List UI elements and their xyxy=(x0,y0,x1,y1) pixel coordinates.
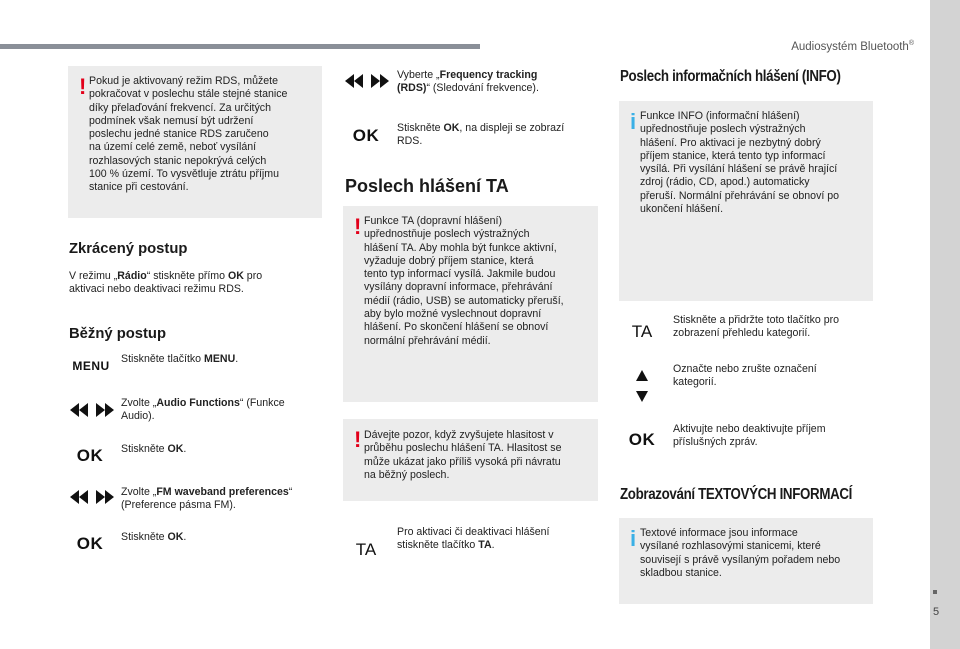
exclamation-warning-icon: ! xyxy=(79,74,87,99)
step-category-list-text: Stiskněte a přidržte toto tlačítko pro zobrazení přehledu kategorií. xyxy=(673,314,840,340)
step-frequency-tracking-text: Vyberte „Frequency tracking (RDS)“ (Sledování frekvence). xyxy=(397,69,539,95)
ok-button-icon: OK xyxy=(352,126,380,145)
step-activate-messages-text: Aktivujte nebo deaktivujte příjem příslušných zpráv. xyxy=(673,423,826,449)
up-down-arrows-icon xyxy=(636,370,648,402)
ok-button-icon: OK xyxy=(76,534,104,553)
step-ok-rds-text: Stiskněte OK, na displeji se zobrazí RDS. xyxy=(397,122,565,148)
info-i-icon: i xyxy=(630,109,637,134)
volume-warning-text: Dávejte pozor, když zvyšujete hlasitost v průběhu poslechu hlášení TA. Hlasitost se může ukázat jako příliš vysoká při návratu na běžný poslech. xyxy=(364,429,562,481)
seek-arrows-icon xyxy=(70,402,114,418)
exclamation-warning-icon: ! xyxy=(354,214,362,239)
info-i-icon: i xyxy=(630,526,637,551)
ta-button-icon: TA xyxy=(355,540,377,559)
right-sidebar xyxy=(930,0,960,649)
ta-warning-box xyxy=(343,206,598,402)
seek-arrows-icon xyxy=(70,489,114,505)
text-info-heading: Zobrazování TEXTOVÝCH INFORMACÍ xyxy=(620,486,853,503)
step-audio-functions-text: Zvolte „Audio Functions“ (Funkce Audio). xyxy=(121,397,285,423)
short-procedure-heading: Zkrácený postup xyxy=(69,241,188,257)
step-mark-category-text: Označte nebo zrušte označení kategorií. xyxy=(673,363,817,389)
header-rule xyxy=(0,44,480,49)
rds-warning-text: Pokud je aktivovaný režim RDS, můžete pokračovat v poslechu stále stejné stanice díky přelaďování frekvencí. Za určitých podmínek však nemusí být udržení poslechu jedné stanice RDS zaručeno na území celé země, neboť vysílání rozhlasových stanic nepokrývá celých 100 % území. To vysvětluje ztrátu příjmu stanice při cestování. xyxy=(89,75,288,194)
seek-arrows-icon xyxy=(345,73,389,89)
ta-button-icon: TA xyxy=(631,322,653,341)
ta-heading: Poslech hlášení TA xyxy=(345,176,509,196)
volume-warning-box xyxy=(343,419,598,501)
menu-button-icon: MENU xyxy=(72,359,110,373)
ta-warning-text: Funkce TA (dopravní hlášení) upřednostňuje poslech výstražných hlášení TA. Aby mohla být funkce aktivní, vyžaduje dobrý příjem stanice, která tento typ informací vysílá. Jakmile budou vysílány dopravní informace, přehrávání médií (rádio, USB) se automaticky přeruší, aby bylo možné vyslechnout dopravní hlášení. Po skončení hlášení se obnoví normální přehrávání médií. xyxy=(364,215,564,347)
step-fm-preferences-text: Zvolte „FM waveband preferences“ (Preference pásma FM). xyxy=(121,486,293,512)
ok-button-icon: OK xyxy=(76,446,104,465)
step-menu-text: Stiskněte tlačítko MENU. xyxy=(121,353,239,365)
step-ok-text: Stiskněte OK. xyxy=(121,531,187,543)
page-marker xyxy=(933,590,937,594)
rds-warning-box xyxy=(68,66,322,218)
page-title: Audiosystém Bluetooth® xyxy=(791,40,914,53)
ok-button-icon: OK xyxy=(628,430,656,449)
text-info-box xyxy=(619,518,873,604)
short-procedure-text: V režimu „Rádio“ stiskněte přímo OK pro aktivaci nebo deaktivaci režimu RDS. xyxy=(69,270,263,296)
exclamation-warning-icon: ! xyxy=(354,427,362,452)
normal-procedure-heading: Běžný postup xyxy=(69,326,167,342)
text-info-text: Textové informace jsou informace vysílané rozhlasovými stanicemi, které souvisejí s právě vysílaným pořadem nebo skladbou stanice. xyxy=(640,527,841,579)
step-ta-toggle-text: Pro aktivaci či deaktivaci hlášení stiskněte tlačítko TA. xyxy=(397,526,550,552)
info-notice-box xyxy=(619,101,873,301)
page-number: 5 xyxy=(933,606,940,618)
info-notice-text: Funkce INFO (informační hlášení) upřednostňuje poslech výstražných hlášení. Pro aktivaci je nezbytný dobrý příjem stanice, která tento typ informací vysílá. Při vysílání hlášení se právě hrající zdroj (rádio, CD, apod.) automaticky přeruší. Normální přehrávání se obnoví po ukončení hlášení. xyxy=(640,110,840,216)
step-ok-text: Stiskněte OK. xyxy=(121,443,187,455)
info-heading: Poslech informačních hlášení (INFO) xyxy=(620,68,841,85)
